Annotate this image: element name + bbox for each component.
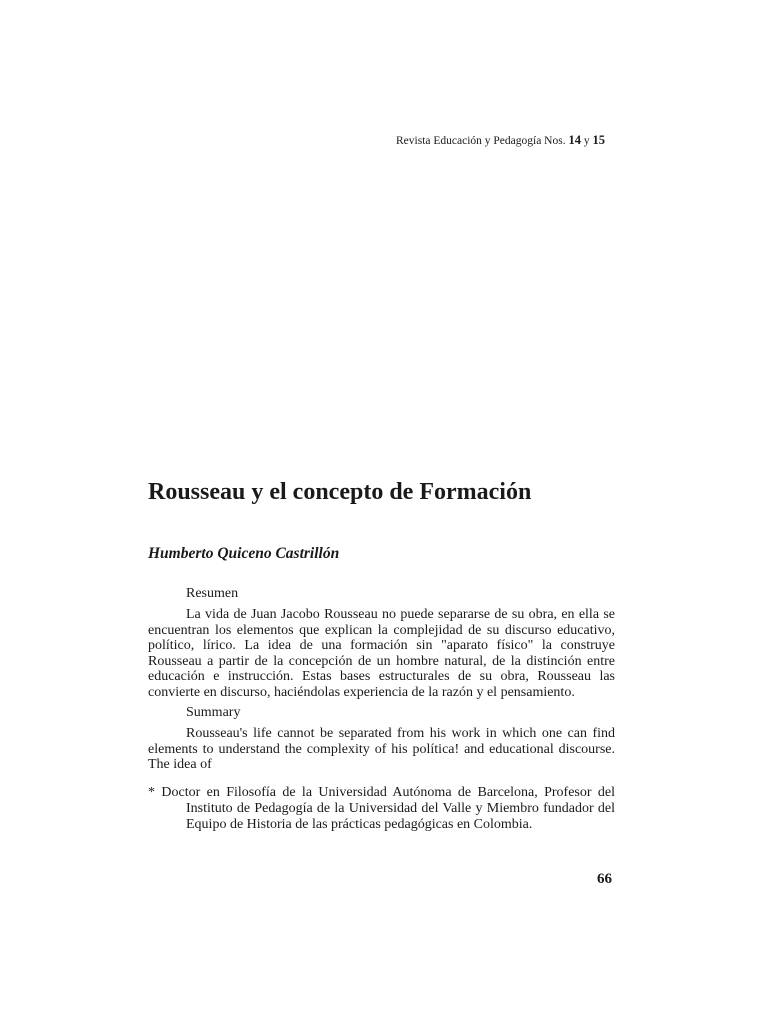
journal-name: Revista Educación y Pedagogía Nos. [396,135,566,147]
footnote-text: Doctor en Filosofía de la Universidad Autónoma de Barcelona, Profesor del Instituto de Pedagogía de la Universidad del Valle y Miembro fundador del Equipo de Historia de las prácticas pedagógicas en Colombia. [161,785,615,832]
issue-number-a: 14 [568,133,581,147]
article-title: Rousseau y el concepto de Formación [148,479,532,505]
page-number: 66 [597,871,612,887]
issue-conjunction: y [583,135,590,147]
abstract-text: La vida de Juan Jacobo Rousseau no puede separarse de su obra, en ella se encuentran los elementos que explican la complejidad de su discurso educativo, político, lírico. La idea de una formación sin "aparato físico" la construye Rousseau a partir de la concepción de un hombre natural, de la distinción entre educación e instrucción. Estas bases estructurales de su obra, Rousseau las convierte en discurso, haciéndolas experiencia de la razón y el pensamiento. [148,607,615,700]
footnote-marker: * [148,785,155,800]
running-header [396,133,605,148]
summary-heading: Summary [186,705,241,720]
abstract-heading: Resumen [186,586,239,601]
summary-text: Rousseau's life cannot be separated from his work in which one can find elements to understand the complexity of his política! and educational discourse. The idea of [148,726,615,773]
issue-number-b: 15 [592,133,605,147]
author-footnote [148,785,615,832]
article-author: Humberto Quiceno Castrillón [148,545,340,562]
